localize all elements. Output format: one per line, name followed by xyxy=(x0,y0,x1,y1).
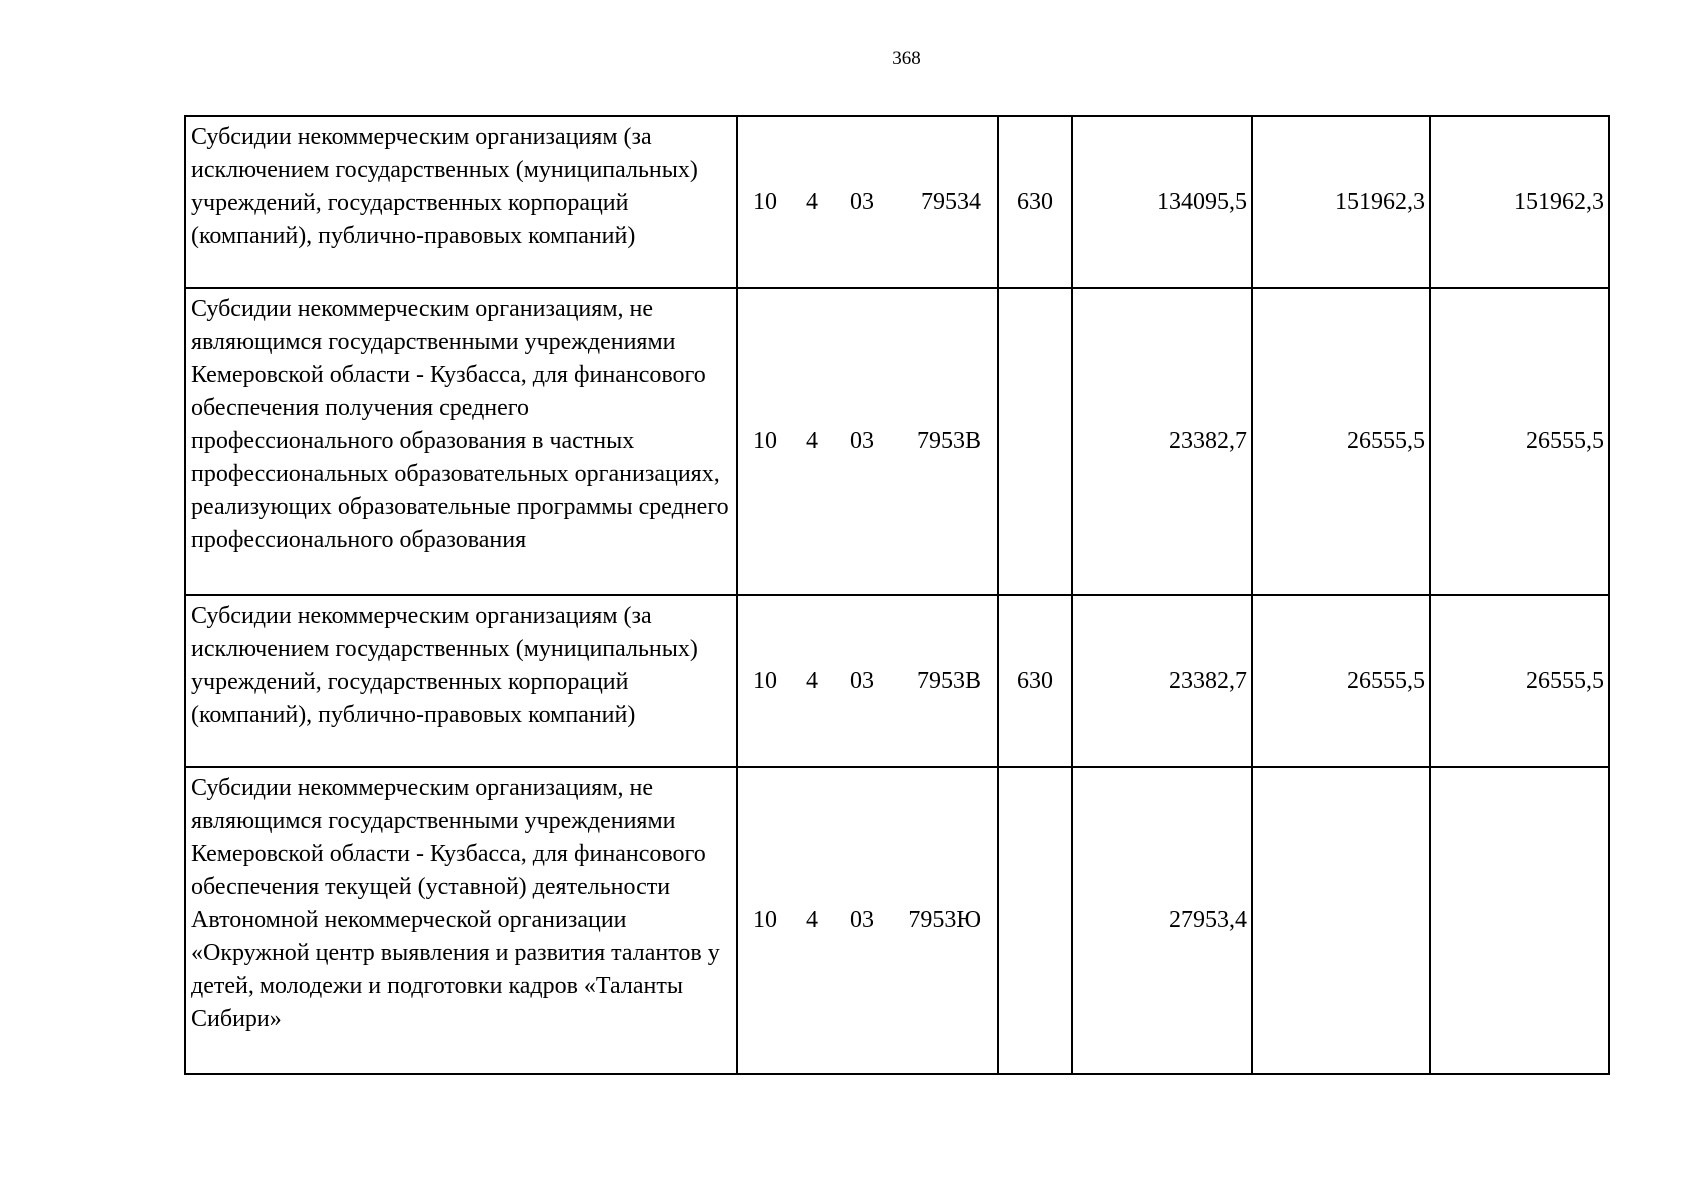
expense-type: 630 xyxy=(998,116,1072,288)
page-number: 368 xyxy=(892,48,921,69)
program-code: 03 xyxy=(850,188,874,215)
expense-type xyxy=(998,767,1072,1074)
target-code: 7953В xyxy=(916,667,981,694)
target-code: 79534 xyxy=(921,188,981,215)
table-row xyxy=(185,595,1609,767)
value-year-3: 26555,5 xyxy=(1430,288,1609,595)
value-year-2: 26555,5 xyxy=(1252,595,1430,767)
value-year-3 xyxy=(1430,767,1609,1074)
row-name: Субсидии некоммерческим организациям (за исключением государственных (муниципальных) учреждений, государственных корпораций (компаний), публично-правовых компаний) xyxy=(185,595,737,767)
code-cell xyxy=(737,595,998,767)
section-code: 10 xyxy=(753,188,777,215)
subsection-code: 4 xyxy=(806,428,818,454)
expense-type xyxy=(998,288,1072,595)
row-name: Субсидии некоммерческим организациям, не являющимся государственными учреждениями Кемеровской области - Кузбасса, для финансового обеспечения получения среднего профессионального образования в частных профессиональных образовательных организациях, реализующих образовательные программы среднего профессионального образования xyxy=(185,288,737,595)
value-year-2: 26555,5 xyxy=(1252,288,1430,595)
value-year-1: 27953,4 xyxy=(1072,767,1252,1074)
section-code: 10 xyxy=(753,667,777,694)
table-row xyxy=(185,767,1609,1074)
value-year-3: 151962,3 xyxy=(1430,116,1609,288)
target-code: 7953Ю xyxy=(908,907,981,933)
value-year-3: 26555,5 xyxy=(1430,595,1609,767)
subsection-code: 4 xyxy=(806,907,818,933)
code-cell xyxy=(737,288,998,595)
program-code: 03 xyxy=(850,907,874,933)
section-code: 10 xyxy=(753,428,777,454)
expense-type: 630 xyxy=(998,595,1072,767)
value-year-2: 151962,3 xyxy=(1252,116,1430,288)
program-code: 03 xyxy=(850,667,874,694)
table-row xyxy=(185,288,1609,595)
row-name: Субсидии некоммерческим организациям (за исключением государственных (муниципальных) учреждений, государственных корпораций (компаний), публично-правовых компаний) xyxy=(185,116,737,288)
code-cell xyxy=(737,116,998,288)
row-name: Субсидии некоммерческим организациям, не являющимся государственными учреждениями Кемеровской области - Кузбасса, для финансового обеспечения текущей (уставной) деятельности Автономной некоммерческой организации «Окружной центр выявления и развития талантов у детей, молодежи и подготовки кадров «Таланты Сибири» xyxy=(185,767,737,1074)
table-row xyxy=(185,116,1609,288)
value-year-2 xyxy=(1252,767,1430,1074)
target-code: 7953В xyxy=(916,428,981,454)
code-cell xyxy=(737,767,998,1074)
value-year-1: 23382,7 xyxy=(1072,288,1252,595)
section-code: 10 xyxy=(753,907,777,933)
value-year-1: 23382,7 xyxy=(1072,595,1252,767)
value-year-1: 134095,5 xyxy=(1072,116,1252,288)
budget-table xyxy=(184,115,1610,1075)
subsection-code: 4 xyxy=(806,188,818,215)
program-code: 03 xyxy=(850,428,874,454)
subsection-code: 4 xyxy=(806,667,818,694)
